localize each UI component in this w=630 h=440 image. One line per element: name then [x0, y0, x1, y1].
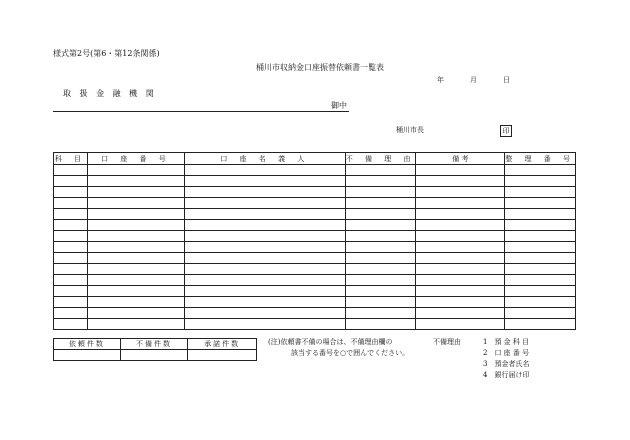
table-cell[interactable]	[416, 264, 505, 275]
table-cell[interactable]	[184, 209, 345, 220]
reason-item: 1 預 金 科 目	[483, 338, 530, 346]
table-cell[interactable]	[87, 220, 184, 231]
table-cell[interactable]	[54, 297, 88, 308]
table-cell[interactable]	[505, 176, 576, 187]
table-cell[interactable]	[505, 308, 576, 319]
header-defect-count: 不備件数	[120, 339, 188, 350]
header-subject: 科 目	[54, 154, 87, 163]
table-cell[interactable]	[505, 220, 576, 231]
table-cell[interactable]	[54, 231, 88, 242]
count-header-row	[54, 339, 257, 350]
table-cell[interactable]	[505, 187, 576, 198]
reason-item: 2 口 座 番 号	[483, 349, 530, 357]
table-row	[54, 187, 576, 198]
table-cell[interactable]	[87, 308, 184, 319]
table-cell[interactable]	[184, 187, 345, 198]
table-cell[interactable]	[54, 209, 88, 220]
table-cell[interactable]	[416, 187, 505, 198]
table-cell[interactable]	[416, 242, 505, 253]
date-day: 日	[503, 76, 510, 84]
table-cell[interactable]	[416, 275, 505, 286]
table-cell[interactable]	[87, 198, 184, 209]
table-cell[interactable]	[184, 319, 345, 330]
date-month: 月	[470, 76, 477, 84]
table-cell[interactable]	[87, 242, 184, 253]
table-cell[interactable]	[345, 220, 416, 231]
recipient-underline	[53, 111, 349, 112]
table-row	[54, 297, 576, 308]
table-cell[interactable]	[184, 264, 345, 275]
table-cell[interactable]	[505, 209, 576, 220]
table-cell[interactable]	[345, 275, 416, 286]
table-cell[interactable]	[184, 165, 345, 176]
reason-item: 3 預金者氏名	[483, 360, 530, 368]
table-cell[interactable]	[184, 198, 345, 209]
table-cell[interactable]	[416, 176, 505, 187]
table-cell[interactable]	[345, 297, 416, 308]
table-cell[interactable]	[87, 275, 184, 286]
note-line-1: (注)依頼書不備の場合は、不備理由欄の	[268, 338, 393, 346]
table-row	[54, 319, 576, 330]
table-cell[interactable]	[54, 187, 88, 198]
table-cell[interactable]	[87, 319, 184, 330]
table-cell[interactable]	[184, 220, 345, 231]
table-cell[interactable]	[345, 253, 416, 264]
table-row	[54, 264, 576, 275]
table-row	[54, 253, 576, 264]
header-remarks: 備 考	[416, 153, 505, 165]
reason-item: 4 銀行届け印	[483, 371, 530, 379]
count-value-row	[54, 350, 257, 361]
table-cell[interactable]	[416, 198, 505, 209]
table-cell[interactable]	[87, 264, 184, 275]
table-cell[interactable]	[505, 253, 576, 264]
table-cell[interactable]	[54, 176, 88, 187]
table-cell[interactable]	[184, 253, 345, 264]
table-row	[54, 275, 576, 286]
table-cell[interactable]	[416, 297, 505, 308]
table-cell[interactable]	[54, 308, 88, 319]
table-cell[interactable]	[184, 231, 345, 242]
table-cell[interactable]	[184, 308, 345, 319]
table-cell[interactable]	[345, 319, 416, 330]
table-cell[interactable]	[87, 231, 184, 242]
table-cell[interactable]	[184, 297, 345, 308]
table-cell[interactable]	[505, 198, 576, 209]
page-title: 桶川市収納金口座振替依頼書一覧表	[256, 63, 384, 72]
header-approval-count: 承諾件数	[188, 339, 257, 350]
table-cell[interactable]	[87, 187, 184, 198]
table-cell[interactable]	[184, 176, 345, 187]
issuer-label: 桶川市長	[396, 126, 424, 134]
table-row	[54, 308, 576, 319]
table-cell[interactable]	[54, 319, 88, 330]
recipient-label: 取 扱 金 融 機 関	[63, 89, 157, 98]
table-cell[interactable]	[345, 165, 416, 176]
table-cell[interactable]	[345, 187, 416, 198]
table-cell[interactable]	[54, 253, 88, 264]
table-cell[interactable]	[416, 231, 505, 242]
table-cell[interactable]	[505, 286, 576, 297]
table-cell[interactable]	[184, 286, 345, 297]
seal-mark: 印	[500, 125, 512, 137]
header-account-number: 口 座 番 号	[87, 153, 184, 165]
table-cell[interactable]	[54, 242, 88, 253]
defect-count-cell[interactable]	[120, 350, 188, 361]
approval-count-cell[interactable]	[188, 350, 257, 361]
table-cell[interactable]	[54, 198, 88, 209]
onchu-label: 御中	[331, 101, 347, 110]
table-row	[54, 176, 576, 187]
table-cell[interactable]	[505, 165, 576, 176]
header-account-holder: 口 座 名 義 人	[184, 153, 345, 165]
count-table	[53, 338, 257, 361]
header-defect-reason: 不 備 理 由	[345, 154, 416, 163]
header-reference-number: 整 理 番 号	[505, 154, 575, 163]
table-cell[interactable]	[54, 275, 88, 286]
form-number: 様式第2号(第6・第12条関係)	[53, 49, 160, 58]
table-cell[interactable]	[345, 176, 416, 187]
table-row	[54, 209, 576, 220]
table-cell[interactable]	[87, 253, 184, 264]
table-cell[interactable]	[345, 286, 416, 297]
table-cell[interactable]	[184, 242, 345, 253]
table-cell[interactable]	[416, 286, 505, 297]
table-cell[interactable]	[184, 275, 345, 286]
table-row	[54, 242, 576, 253]
table-cell[interactable]	[345, 209, 416, 220]
table-row	[54, 286, 576, 297]
request-count-cell[interactable]	[54, 350, 121, 361]
table-row	[54, 220, 576, 231]
table-cell[interactable]	[505, 242, 576, 253]
table-cell[interactable]	[505, 264, 576, 275]
table-cell[interactable]	[87, 209, 184, 220]
table-cell[interactable]	[345, 231, 416, 242]
table-header-row	[54, 153, 576, 165]
table-cell[interactable]	[416, 165, 505, 176]
table-cell[interactable]	[505, 297, 576, 308]
table-cell[interactable]	[505, 275, 576, 286]
table-cell[interactable]	[416, 253, 505, 264]
table-row	[54, 198, 576, 209]
table-row	[54, 165, 576, 176]
table-row	[54, 231, 576, 242]
date-year: 年	[437, 76, 444, 84]
table-cell[interactable]	[54, 264, 88, 275]
table-cell[interactable]	[416, 220, 505, 231]
table-cell[interactable]	[505, 231, 576, 242]
table-cell[interactable]	[416, 308, 505, 319]
table-cell[interactable]	[54, 220, 88, 231]
note-line-2: 該当する番号を○で囲んでください。	[291, 349, 410, 357]
table-cell[interactable]	[416, 319, 505, 330]
table-cell[interactable]	[87, 176, 184, 187]
table-cell[interactable]	[345, 198, 416, 209]
table-cell[interactable]	[345, 264, 416, 275]
table-cell[interactable]	[345, 308, 416, 319]
table-cell[interactable]	[87, 297, 184, 308]
account-list-table	[53, 152, 576, 330]
table-cell[interactable]	[54, 165, 88, 176]
header-request-count: 依頼件数	[54, 339, 121, 350]
table-cell[interactable]	[54, 286, 88, 297]
table-cell[interactable]	[505, 319, 576, 330]
table-cell[interactable]	[345, 242, 416, 253]
defect-reasons-label: 不備理由	[433, 338, 461, 346]
table-cell[interactable]	[87, 286, 184, 297]
table-cell[interactable]	[87, 165, 184, 176]
table-cell[interactable]	[416, 209, 505, 220]
